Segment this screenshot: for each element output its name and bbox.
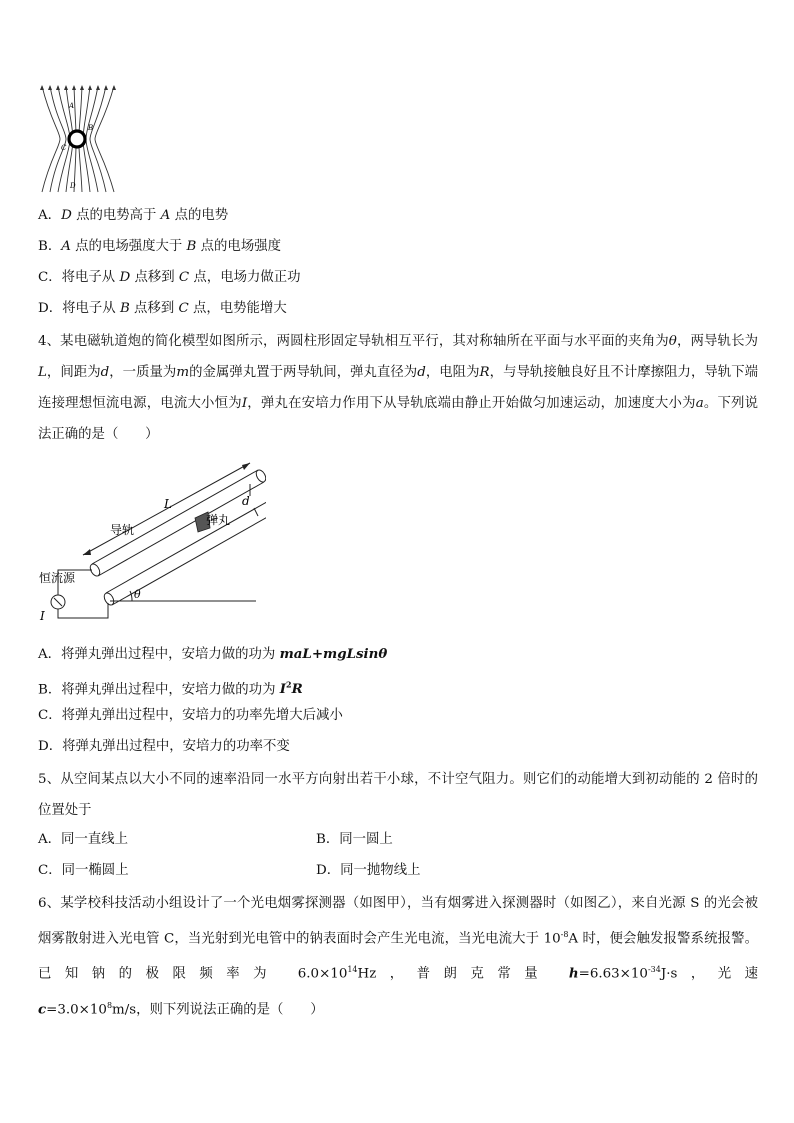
q4-option-d: D．将弹丸弹出过程中，安培力的功率不变 [38, 739, 290, 754]
point-b-label: B [88, 124, 94, 132]
charged-sphere [69, 131, 85, 147]
q3-option-d: D．将电子从 B 点移到 C 点，电势能增大 [38, 301, 287, 316]
q6-stem: 6、某学校科技活动小组设计了一个光电烟雾探测器（如图甲），当有烟雾进入探测器时（如图乙），来自光源 S 的光会被烟雾散射进入光电管 C，当光射到光电管中的钠表面时会产生光电流，当光电流大于 $10^{-8}A$ 时，便会触发报警系统报警。已知钠的极限频率为 $6.0\times 10^{14}Hz$，普朗克常量 $h=6.63\times 10^{-34}J\cdot s$，光速 $c=3.0\times 10^8m/s$，则下列说法正确的是（ ） [38, 896, 759, 1018]
rail-length-label: L [164, 497, 172, 511]
q4-option-b: B．将弹丸弹出过程中，安培力做的功为 $I^2R$ [38, 680, 303, 698]
q5-stem: 5、从空间某点以大小不同的速率沿同一水平方向射出若干小球，不计空气阻力。则它们的动能增大到初动能的 2 倍时的位置处于 [38, 772, 758, 818]
angle-label: θ [134, 588, 141, 601]
q3-option-a: A．D 点的电势高于 A 点的电势 [38, 208, 229, 223]
point-c-label: C [61, 144, 67, 152]
q4-option-a: A．将弹丸弹出过程中，安培力做的功为 maL+mgLsinθ [38, 646, 388, 662]
q3-option-b: B．A 点的电场强度大于 B 点的电场强度 [38, 239, 281, 254]
q4-stem: 4、某电磁轨道炮的简化模型如图所示，两圆柱形固定导轨相互平行，其对称轴所在平面与水平面的夹角为θ，两导轨长为L，间距为d，一质量为m的金属弹丸置于两导轨间，弹丸直径为d，电阻为R，与导轨接触良好且不计摩擦阻力，导轨下端连接理想恒流电源，电流大小恒为I，弹丸在安培力作用下从导轨底端由静止开始做匀加速运动，加速度大小为a。下列说法正确的是（ ） [38, 334, 759, 442]
rail-gun-figure [36, 458, 266, 628]
rail-gap-label: d [242, 494, 250, 508]
q4-option-c: C．将弹丸弹出过程中，安培力的功率先增大后减小 [38, 708, 343, 723]
point-a-label: A [69, 102, 75, 110]
field-lines-figure [32, 84, 122, 194]
rail-label: 导轨 [110, 523, 135, 537]
q5-option-d: D．同一抛物线上 [316, 863, 421, 878]
q3-option-c: C．将电子从 D 点移到 C 点，电场力做正功 [38, 270, 301, 285]
q5-option-c: C．同一椭圆上 [38, 863, 129, 878]
q5-option-a: A．同一直线上 [38, 832, 129, 847]
bullet-label: 弹丸 [206, 513, 231, 527]
current-source-label: 恒流源 [39, 571, 76, 585]
q5-option-b: B．同一圆上 [316, 832, 393, 847]
current-label: I [40, 609, 45, 623]
point-d-label: D [70, 182, 76, 190]
